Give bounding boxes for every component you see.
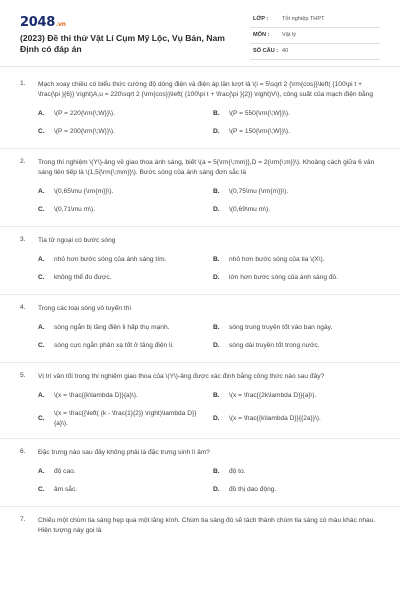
question-head <box>0 516 400 536</box>
question-5 <box>0 372 400 439</box>
question-text: Mạch xoay chiều có biểu thức cường độ dòng điện và điện áp lần lượt là \(i = 5\sqrt 2 {\rm{cos}}\left( {100\pi t + \frac{\pi }{6}} \right)A,u = 220\sqrt 2 {\rm{cos}}\left( {100\pi t + \frac{\pi }{2}} \right)V\), công suất của mạch điện bằng <box>38 81 374 98</box>
question-head <box>0 236 400 246</box>
option-text: \(0,75\mu {\rm{m}}\). <box>229 188 289 195</box>
question-number: 5. <box>20 372 26 379</box>
question-divider <box>0 438 400 439</box>
question-head <box>0 304 400 314</box>
option-letter: A. <box>38 188 45 195</box>
option-b[interactable] <box>213 323 383 333</box>
option-b[interactable] <box>213 255 383 265</box>
option-letter: B. <box>213 256 220 263</box>
option-a[interactable] <box>38 255 198 265</box>
option-letter: D. <box>213 274 220 281</box>
meta-row-count <box>250 45 380 60</box>
option-text: \(P = 150{\rm{\;W}}\). <box>229 128 290 135</box>
question-divider <box>0 362 400 363</box>
option-text: âm sắc. <box>54 486 78 493</box>
option-row <box>0 205 400 223</box>
question-text: Vị trí vân tối trong thí nghiệm giao thoa của \(Y\)-âng được xác định bằng công thức nào sau đây? <box>38 373 325 380</box>
question-head <box>0 80 400 100</box>
question-list <box>0 80 400 536</box>
logo-text: 2048 <box>20 15 55 30</box>
question-number: 4. <box>20 304 26 311</box>
option-c[interactable] <box>38 485 198 495</box>
option-text: đồ thị dao động. <box>229 486 277 493</box>
meta-value-class: Tốt nghiệp THPT <box>282 16 325 22</box>
option-d[interactable] <box>213 485 383 495</box>
option-text: \(x = \frac{{k\lambda D}}{{2a}}\). <box>229 415 321 422</box>
logo-suffix: .vn <box>55 21 66 28</box>
option-text: \(P = 550{\rm{\;W}}\). <box>229 110 290 117</box>
answer-options <box>0 467 400 503</box>
option-row <box>0 187 400 205</box>
option-letter: C. <box>38 486 45 493</box>
option-row <box>0 467 400 485</box>
option-a[interactable] <box>38 187 198 197</box>
option-letter: C. <box>38 342 45 349</box>
question-text: Đặc trưng nào sau đây không phải là đặc trưng sinh lí âm? <box>38 449 210 456</box>
option-text: độ cao. <box>54 468 76 475</box>
option-b[interactable] <box>213 467 383 477</box>
question-1 <box>0 80 400 149</box>
option-b[interactable] <box>213 109 383 119</box>
option-a[interactable] <box>38 391 198 401</box>
option-row <box>0 391 400 409</box>
option-text: \(x = \frac{{\left( {k - \frac{1}{2}} \right)\lambda D}}{a}\). <box>54 410 197 427</box>
question-4 <box>0 304 400 363</box>
question-number: 2. <box>20 158 26 165</box>
question-text: Trong thí nghiệm \(Y\)-âng về giao thoa ánh sáng, biết \(a = 5{\rm{\;mm}},D = 2{\rm{\;m}}\). Khoảng cách giữa 6 vân sáng liên tiếp là \(1,5{\rm{\;mm}}\). Bước sóng của ánh sáng đơn sắc là <box>38 159 375 176</box>
option-text: sóng cực ngắn phản xạ tốt ở tầng điện li. <box>54 342 174 349</box>
answer-options <box>0 323 400 359</box>
option-letter: C. <box>38 206 45 213</box>
meta-row-subject <box>250 29 380 44</box>
option-text: nhỏ hơn bước sóng của ánh sáng tím. <box>54 256 167 263</box>
option-d[interactable] <box>213 273 383 283</box>
option-c[interactable] <box>38 341 198 351</box>
meta-value-count: 40 <box>282 48 289 54</box>
question-text: Trong các loại sóng vô tuyến thì <box>38 305 132 312</box>
site-logo[interactable] <box>20 15 66 30</box>
option-letter: A. <box>38 256 45 263</box>
option-text: không thể đo được. <box>54 274 112 281</box>
option-row <box>0 127 400 145</box>
meta-label-subject: MÔN : <box>253 32 270 38</box>
header-divider <box>0 66 400 67</box>
option-c[interactable] <box>38 273 198 283</box>
option-letter: B. <box>213 188 220 195</box>
document-title: (2023) Đề thi thử Vật Lí Cụm Mỹ Lộc, Vụ Bản, Nam Định có đáp án <box>20 33 225 54</box>
option-letter: C. <box>38 274 45 281</box>
question-head <box>0 372 400 382</box>
option-row <box>0 255 400 273</box>
option-a[interactable] <box>38 323 198 333</box>
option-text: sóng dài truyền tốt trong nước. <box>229 342 320 349</box>
question-6 <box>0 448 400 507</box>
option-text: nhỏ hơn bước sóng của tia \(X\). <box>229 256 325 263</box>
meta-label-count: SỐ CÂU : <box>253 48 279 54</box>
option-text: \(x = \frac{{k\lambda D}}{a}\). <box>54 392 138 399</box>
option-c[interactable] <box>38 127 198 137</box>
answer-options <box>0 391 400 435</box>
option-letter: B. <box>213 324 220 331</box>
option-text: \(P = 220{\rm{\;W}}\). <box>54 110 115 117</box>
option-letter: B. <box>213 110 220 117</box>
question-number: 6. <box>20 448 26 455</box>
option-text: \(0,71\mu m\). <box>54 206 96 213</box>
answer-options <box>0 255 400 291</box>
question-7 <box>0 516 400 536</box>
question-divider <box>0 148 400 149</box>
meta-value-subject: Vật lý <box>282 32 296 38</box>
question-number: 7. <box>20 516 26 523</box>
option-text: \(0,69\mu m\). <box>229 206 271 213</box>
question-divider <box>0 294 400 295</box>
option-text: \(P = 200{\rm{\;W}}\). <box>54 128 115 135</box>
option-row <box>0 323 400 341</box>
option-b[interactable] <box>213 391 383 401</box>
option-letter: A. <box>38 324 45 331</box>
option-letter: C. <box>38 415 45 422</box>
option-c[interactable] <box>38 409 198 429</box>
option-a[interactable] <box>38 109 198 119</box>
option-row <box>0 341 400 359</box>
option-a[interactable] <box>38 467 198 477</box>
option-d[interactable] <box>213 127 383 137</box>
answer-options <box>0 109 400 145</box>
option-b[interactable] <box>213 187 383 197</box>
option-text: độ to. <box>229 468 246 475</box>
option-letter: D. <box>213 342 220 349</box>
question-head <box>0 158 400 178</box>
document-header <box>0 0 400 64</box>
answer-options <box>0 187 400 223</box>
meta-row-class <box>250 13 380 28</box>
option-letter: B. <box>213 392 220 399</box>
question-2 <box>0 158 400 227</box>
option-letter: A. <box>38 468 45 475</box>
option-letter: D. <box>213 206 220 213</box>
option-letter: D. <box>213 486 220 493</box>
option-row <box>0 409 400 435</box>
option-c[interactable] <box>38 205 198 215</box>
option-text: \(0,65\mu {\rm{m}}\). <box>54 188 114 195</box>
question-number: 3. <box>20 236 26 243</box>
question-3 <box>0 236 400 295</box>
option-d[interactable] <box>213 414 383 424</box>
option-text: \(x = \frac{{2k\lambda D}}{a}\). <box>229 392 317 399</box>
option-letter: A. <box>38 392 45 399</box>
option-letter: C. <box>38 128 45 135</box>
option-row <box>0 109 400 127</box>
question-number: 1. <box>20 80 26 87</box>
option-text: sóng trung truyền tốt vào ban ngày. <box>229 324 333 331</box>
option-text: sóng ngắn bị tầng điện li hấp thụ mạnh. <box>54 324 170 331</box>
question-head <box>0 448 400 458</box>
option-d[interactable] <box>213 341 383 351</box>
question-divider <box>0 226 400 227</box>
option-letter: D. <box>213 128 220 135</box>
option-text: lớn hơn bước sóng của ánh sáng đỏ. <box>229 274 339 281</box>
option-d[interactable] <box>213 205 383 215</box>
option-row <box>0 485 400 503</box>
option-letter: B. <box>213 468 220 475</box>
meta-label-class: LỚP : <box>253 16 269 22</box>
question-text: Tia tử ngoại có bước sóng <box>38 237 116 244</box>
question-text: Chiếu một chùm tia sáng hẹp qua một lăng kính. Chùm tia sáng đó sẽ tách thành chùm tia sáng có màu khác nhau. Hiện tượng này gọi là <box>38 517 376 534</box>
option-letter: A. <box>38 110 45 117</box>
exam-meta-table <box>250 13 380 60</box>
option-letter: D. <box>213 415 220 422</box>
option-row <box>0 273 400 291</box>
question-divider <box>0 506 400 507</box>
